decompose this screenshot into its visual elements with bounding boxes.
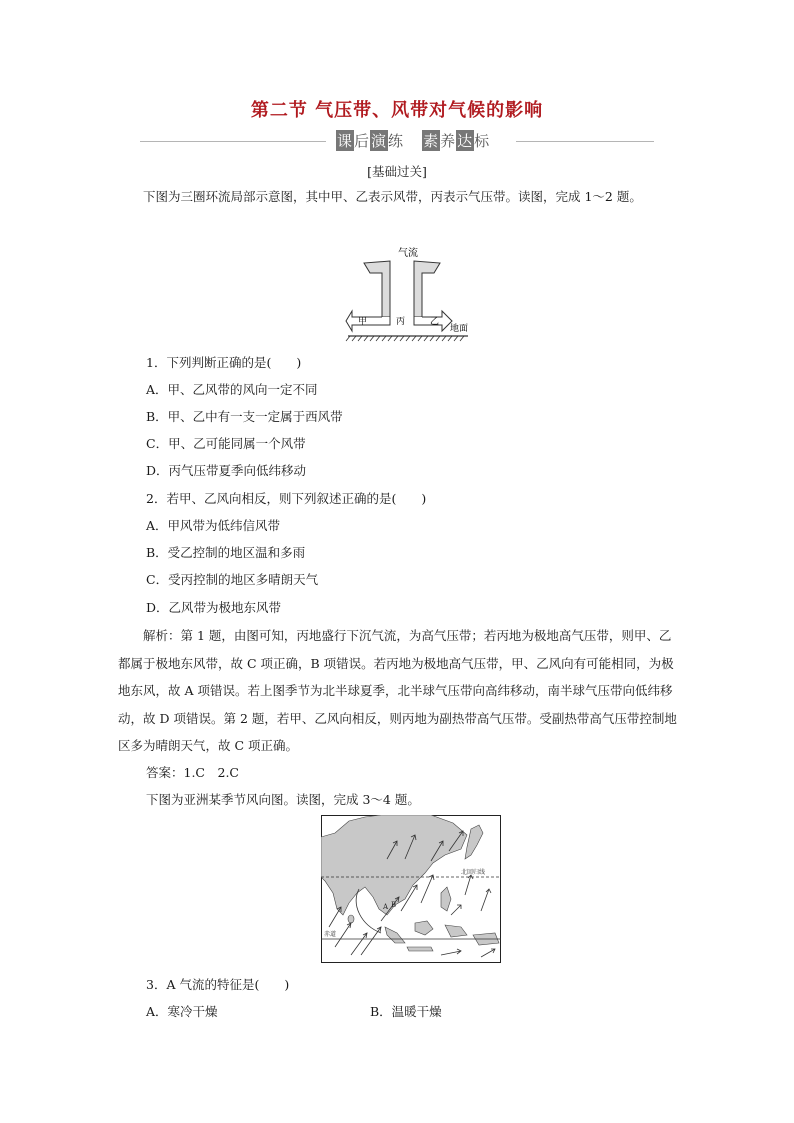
- practice-banner: [140, 130, 654, 152]
- label-yi: 乙: [430, 317, 440, 327]
- q1-option-d: D．丙气压带夏季向低纬移动: [146, 463, 307, 478]
- q2-option-a: A．甲风带为低纬信风带: [146, 518, 281, 533]
- banner-char: 演: [371, 132, 388, 150]
- label-b: B: [391, 901, 397, 909]
- q1-option-b: B．甲、乙中有一支一定属于西风带: [146, 409, 343, 424]
- q3-option-a: A．寒冷干燥: [146, 1004, 218, 1019]
- banner-char: 养: [440, 132, 457, 150]
- banner-char: 达: [457, 132, 474, 150]
- banner-char: 后: [354, 132, 371, 150]
- banner-char: 素: [423, 132, 440, 150]
- circulation-diagram: [344, 243, 472, 343]
- page-title: 第二节 气压带、风带对气候的影响: [250, 100, 544, 121]
- q2-option-d: D．乙风带为极地东风带: [146, 600, 282, 615]
- answer-line: 答案：1.C 2.C: [146, 765, 239, 780]
- q2-option-b: B．受乙控制的地区温和多雨: [146, 545, 306, 560]
- intro-paragraph-1: 下图为三圈环流局部示意图，其中甲、乙表示风带，丙表示气压带。读图，完成 1～2 题。: [143, 189, 642, 204]
- banner-char: 课: [337, 132, 354, 150]
- ground-label: 地面: [450, 324, 469, 334]
- banner-text: [336, 130, 490, 151]
- sri-lanka-island: [348, 915, 354, 923]
- label-bing: 丙: [396, 317, 406, 327]
- banner-char: 标: [474, 132, 491, 150]
- equator-label: 赤道: [324, 931, 337, 938]
- banner-rule-left: [140, 141, 326, 142]
- q1-option-c: C．甲、乙可能同属一个风带: [146, 436, 306, 451]
- q3-option-b: B．温暖干燥: [370, 1004, 442, 1019]
- banner-char: 练: [388, 132, 405, 150]
- q1-option-a: A．甲、乙风带的风向一定不同: [146, 382, 318, 397]
- ground-hatching: [346, 336, 464, 341]
- intro-paragraph-2: 下图为亚洲某季节风向图。读图，完成 3～4 题。: [146, 792, 420, 807]
- q2-stem: 2．若甲、乙风向相反，则下列叙述正确的是( ): [146, 491, 427, 506]
- banner-rule-right: [516, 141, 654, 142]
- descending-airflow-left: [364, 261, 390, 317]
- section-heading: [基础过关]: [367, 164, 427, 179]
- airflow-label: 气流: [398, 248, 418, 259]
- java-island: [407, 947, 433, 951]
- q3-stem: 3．A 气流的特征是( ): [146, 977, 290, 992]
- descending-airflow-right: [414, 261, 440, 317]
- q1-stem: 1．下列判断正确的是( ): [146, 355, 302, 370]
- asia-wind-map: [321, 815, 501, 963]
- label-jia: 甲: [358, 317, 368, 327]
- tropic-of-cancer-label: 北回归线: [461, 869, 486, 876]
- label-a: A: [383, 903, 389, 911]
- analysis-paragraph: 解析：第 1 题，由图可知，丙地盛行下沉气流，为高气压带；若丙地为极地高气压带，则甲、乙都属于极地东风带，故 C 项正确，B 项错误。若丙地为极地高气压带，甲、乙风向有可能相同，为极地东风，故 A 项错误。若上图季节为北半球夏季，北半球气压带向高纬移动，南半球气压带向低纬移动，故 D 项错误。第 2 题，若甲、乙风向相反，则丙地为副热带高气压带。受副热带高气压带控制地区多为晴朗天气，故 C 项正确。: [118, 628, 677, 753]
- q2-option-c: C．受丙控制的地区多晴朗天气: [146, 572, 319, 587]
